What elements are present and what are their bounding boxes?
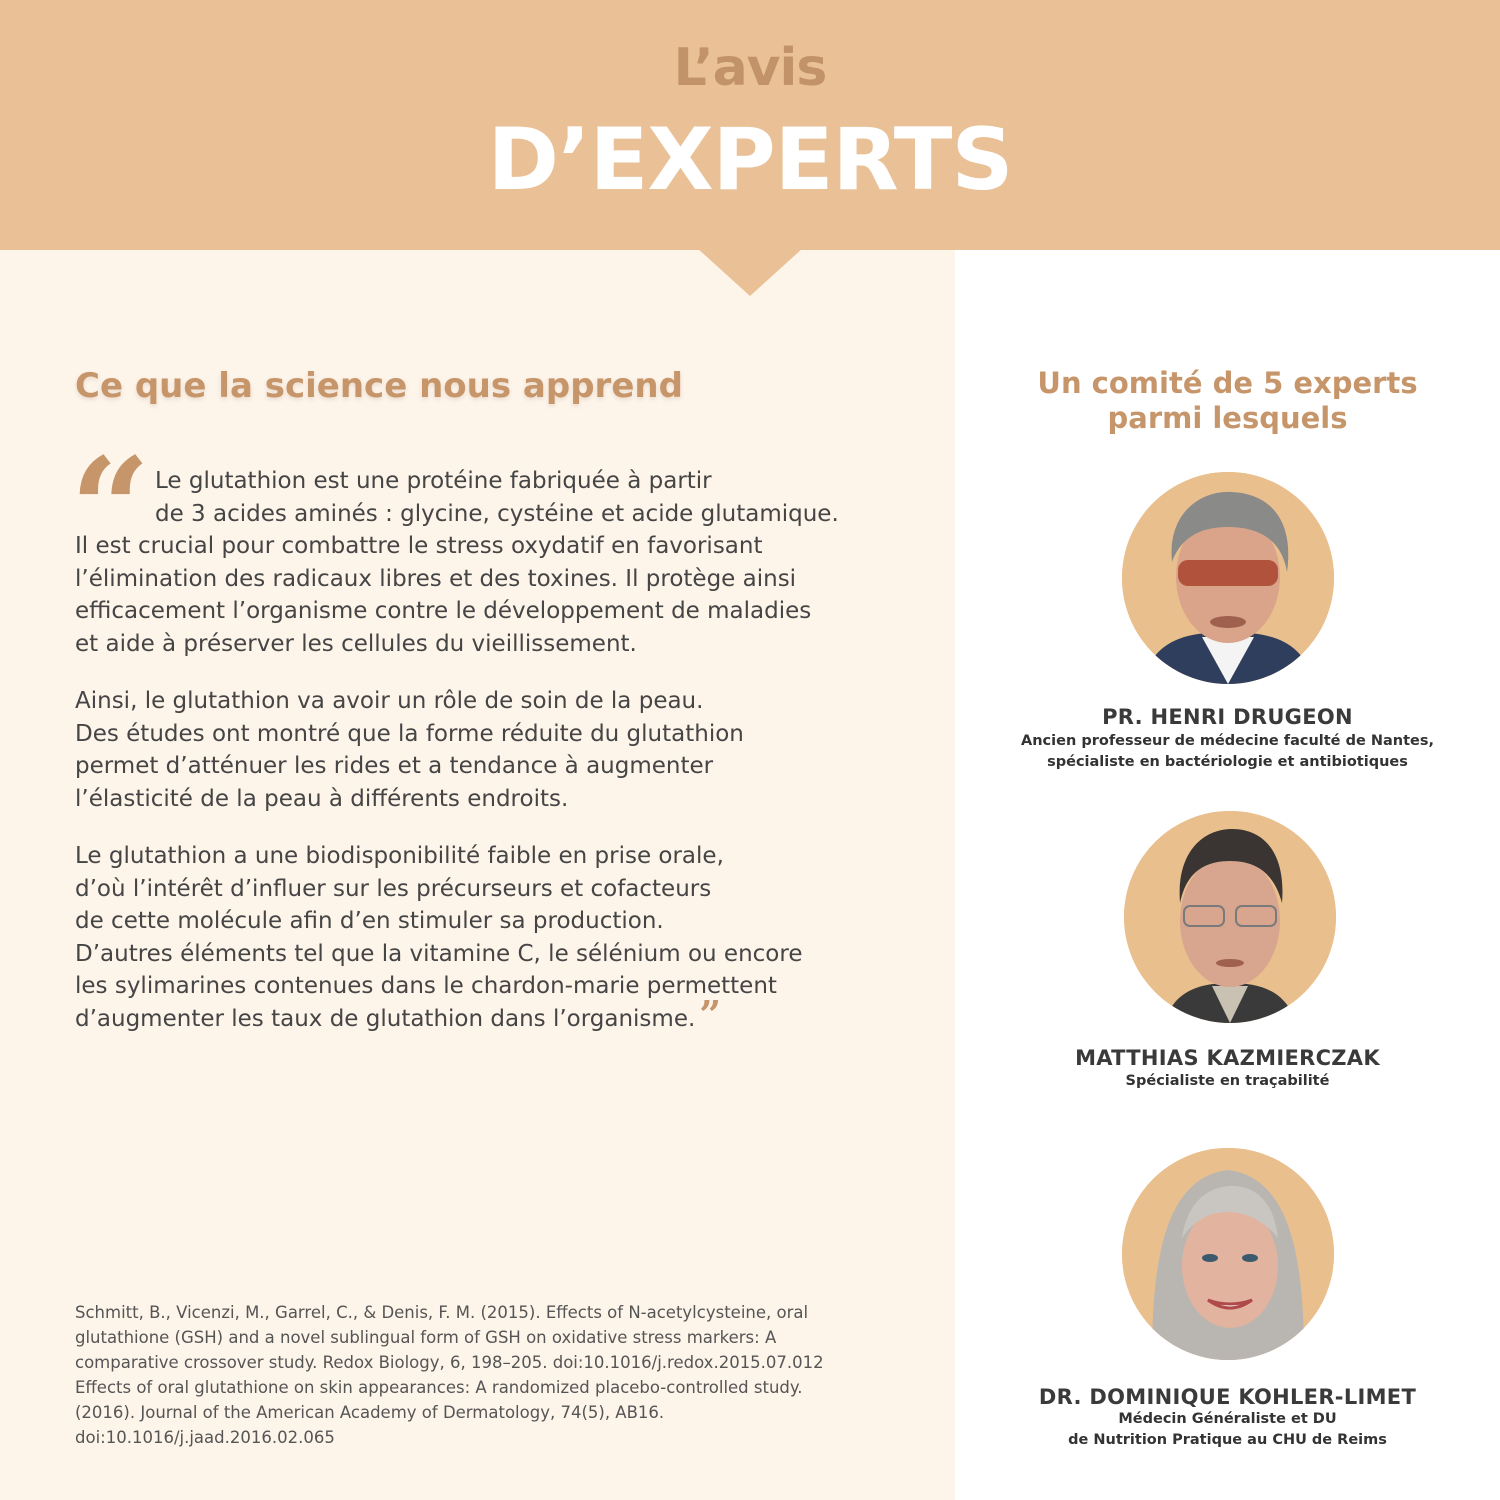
portrait-photo (1122, 472, 1334, 684)
header-subtitle: L’avis (673, 38, 827, 98)
reference-line: (2016). Journal of the American Academy of Dermatology, 74(5), AB16. (75, 1403, 665, 1422)
portrait-photo (1122, 1148, 1334, 1360)
header-title: D’EXPERTS (487, 110, 1013, 210)
open-quote-icon: “ (70, 428, 151, 592)
portrait-photo (1124, 811, 1336, 1023)
science-paragraph-2 (75, 685, 905, 815)
expert-photo-kohler-limet (1122, 1148, 1334, 1360)
text-line: de cette molécule afin d’en stimuler sa production. (75, 908, 664, 935)
expert-role-line: de Nutrition Pratique au CHU de Reims (1068, 1432, 1387, 1448)
references (75, 1300, 895, 1450)
text-line: l’élimination des radicaux libres et des toxines. Il protège ainsi (75, 565, 797, 592)
header-banner (0, 0, 1500, 250)
expert-role-line: Ancien professeur de médecine faculté de Nantes, (1021, 733, 1434, 749)
expert-photo-kazmierczak (1124, 811, 1336, 1023)
expert-name: PR. HENRI DRUGEON (1102, 705, 1353, 729)
header-pointer-triangle (697, 248, 803, 296)
committee-title (955, 366, 1500, 436)
expert-role (955, 1409, 1500, 1451)
science-title: Ce que la science nous apprend (75, 366, 683, 406)
expert-name: MATTHIAS KAZMIERCZAK (1075, 1046, 1380, 1070)
reference-line: glutathione (GSH) and a novel sublingual form of GSH on oxidative stress markers: A (75, 1328, 777, 1347)
text-line (75, 991, 905, 1037)
text-line-content: d’augmenter les taux de glutathion dans l’organisme. (75, 1005, 696, 1032)
text-line: permet d’atténuer les rides et a tendance à augmenter (75, 753, 714, 780)
reference-line: comparative crossover study. Redox Biology, 6, 198–205. doi:10.1016/j.redox.2015.07.012 (75, 1353, 824, 1372)
text-line: efficacement l’organisme contre le développement de maladies (75, 598, 812, 625)
reference-line: Schmitt, B., Vicenzi, M., Garrel, C., & Denis, F. M. (2015). Effects of N-acetylcysteine, oral (75, 1303, 809, 1322)
science-paragraph-3 (75, 840, 905, 1036)
expert-role-line: spécialiste en bactériologie et antibiotiques (1047, 754, 1408, 770)
reference-line: Effects of oral glutathione on skin appearances: A randomized placebo-controlled study. (75, 1378, 803, 1397)
expert-role-line: Médecin Généraliste et DU (1118, 1411, 1337, 1427)
text-line: Le glutathion est une protéine fabriquée à partir (155, 468, 712, 494)
committee-title-line: Un comité de 5 experts (1037, 366, 1418, 400)
text-line: les sylimarines contenues dans le chardon-marie permettent (75, 973, 777, 1000)
expert-role (955, 731, 1500, 773)
close-quote-icon: ” (699, 991, 722, 1037)
committee-title-line: parmi lesquels (1107, 401, 1348, 435)
text-line: de 3 acides aminés : glycine, cystéine et acide glutamique. (155, 500, 839, 527)
text-line: Ainsi, le glutathion va avoir un rôle de soin de la peau. (75, 688, 704, 714)
expert-role (955, 1071, 1500, 1092)
text-line: l’élasticité de la peau à différents endroits. (75, 785, 569, 812)
expert-role-line: Spécialiste en traçabilité (1125, 1073, 1330, 1089)
text-line: Des études ont montré que la forme réduite du glutathion (75, 720, 744, 747)
expert-photo-drugeon (1122, 472, 1334, 684)
text-line: et aide à préserver les cellules du vieillissement. (75, 630, 637, 657)
expert-name: DR. DOMINIQUE KOHLER-LIMET (1038, 1385, 1417, 1409)
science-paragraph-1 (75, 465, 905, 661)
text-line: Il est crucial pour combattre le stress oxydatif en favorisant (75, 533, 763, 560)
text-line: Le glutathion a une biodisponibilité faible en prise orale, (75, 843, 724, 869)
text-line: d’où l’intérêt d’influer sur les précurseurs et cofacteurs (75, 875, 712, 902)
reference-line: doi:10.1016/j.jaad.2016.02.065 (75, 1428, 335, 1447)
text-line: D’autres éléments tel que la vitamine C, le sélénium ou encore (75, 940, 803, 967)
